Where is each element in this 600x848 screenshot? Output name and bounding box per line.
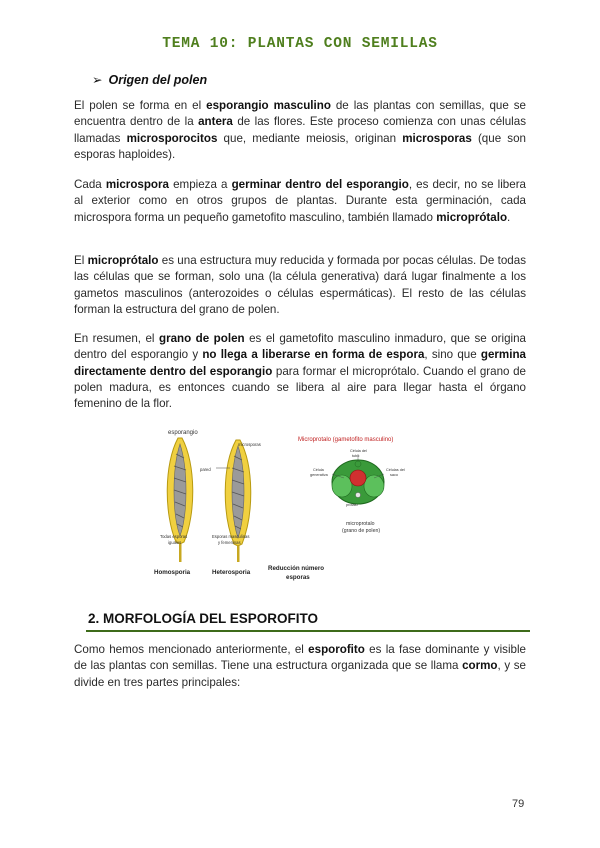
section-heading	[88, 611, 318, 626]
section-divider	[86, 630, 530, 632]
label-pared: pared	[200, 467, 211, 472]
page-number: 79	[512, 798, 525, 810]
label-macro-1: Esporas masculinas	[212, 534, 250, 539]
caption-heterosporia: Heterosporia	[212, 569, 251, 576]
label-tubo: Célula del	[350, 449, 367, 453]
subheading-text: Origen del polen	[108, 73, 208, 87]
label-protalo: protalo	[346, 503, 358, 507]
paragraph-3: El microprótalo es una estructura muy reducida y formada por pocas células. De todas las células que se forman, solo una (la célula generativa) dará lugar finalmente a los gametos masculinos (anterozoides o células espermáticas). El resto de las células forman la estructura del grano de polen.	[74, 254, 527, 316]
arrow-bullet-icon: ➢	[92, 73, 103, 87]
caption-reduccion-1: Reducción número	[268, 565, 325, 572]
label-macro-2: y femeninas	[218, 540, 241, 545]
pollen-origin-figure	[150, 424, 450, 589]
label-micro-top: microsporas	[238, 442, 261, 447]
section-number: 2.	[88, 611, 100, 626]
label-prothallus-title: Microprotalo (gametofito masculino)	[298, 437, 394, 443]
document-title: TEMA 10: PLANTAS CON SEMILLAS	[162, 36, 438, 52]
label-esporangio: esporangio	[168, 430, 198, 436]
label-tubo-2: tubo	[352, 454, 360, 458]
label-microprotalo-2: (grano de polen)	[342, 528, 381, 534]
paragraph-5: Como hemos mencionado anteriormente, el esporofito es la fase dominante y visible de las plantas con semillas. Tiene una estructura organizada que se llama cormo, y se divide en tres partes principales:	[74, 643, 526, 689]
paragraph-4: En resumen, el grano de polen es el gametofito masculino inmaduro, que se origina dentro del esporangio y no llega a liberarse en forma de espora, sino que germina directamente dentro del esporangio para formar el microprótalo. Cuando el grano de polen madura, es entonces cuando se libera al aire para llegar hasta el órgano femenino de la flor.	[74, 332, 527, 411]
label-vegetativa-2: saco	[390, 473, 399, 477]
label-isosporas-2: iguales	[168, 540, 182, 545]
label-microprotalo-1: microprotalo	[346, 521, 375, 527]
subheading-origen-del-polen	[92, 72, 207, 87]
section-title: MORFOLOGÍA DEL ESPOROFITO	[103, 611, 319, 626]
caption-reduccion-2: esporas	[286, 574, 310, 581]
caption-homosporia: Homosporia	[154, 569, 191, 576]
label-vegetativa: Células del	[386, 468, 405, 472]
label-generativa: Célula	[313, 468, 324, 472]
label-isosporas-1: Todas esporas	[160, 534, 188, 539]
paragraph-1: El polen se forma en el esporangio masculino de las plantas con semillas, que se encuentra dentro de la antera de las flores. Este proceso comienza con unas células llamadas microsporocitos que, mediante meiosis, originan microsporas (que son esporas haploides).	[74, 99, 527, 161]
microprotalo-pollen-grain	[332, 454, 384, 504]
label-generativa-2: generativa	[310, 473, 328, 477]
paragraph-2: Cada microspora empieza a germinar dentro del esporangio, es decir, no se libera al exterior como en otros grupos de plantas. Durante esta germinación, cada microspora forma un pequeño gametofito masculino, también llamado microprótalo.	[74, 178, 527, 224]
